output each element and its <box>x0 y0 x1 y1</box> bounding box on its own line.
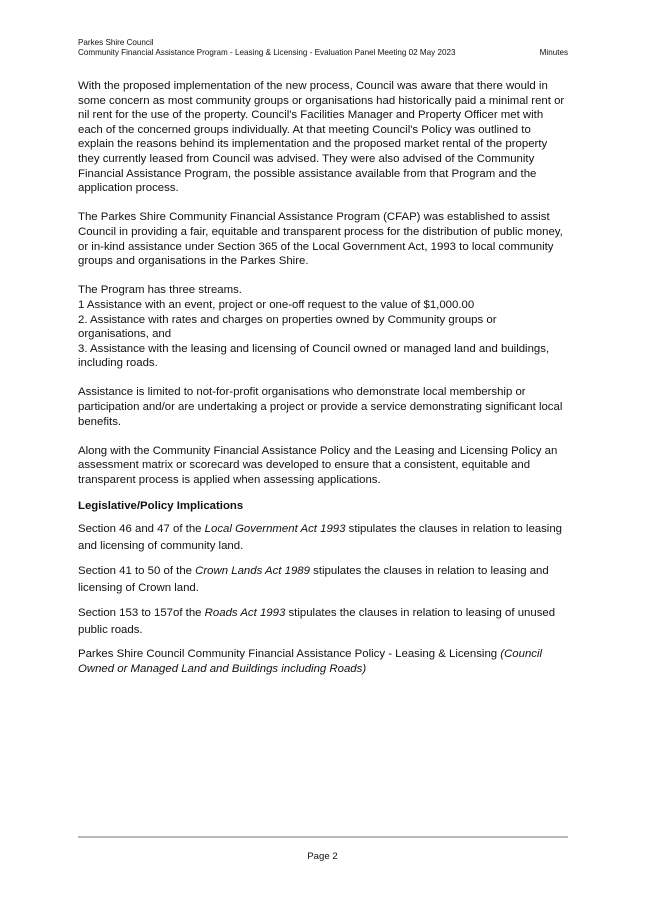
paragraph-cfap: The Parkes Shire Community Financial Assistance Program (CFAP) was established to assist Council in providing a fair, equitable and transparent process for the distribution of public money, or in-kind assistance under Section 365 of the Local Government Act, 1993 to local community groups and organisations in the Parkes Shire. <box>78 211 563 268</box>
page-header <box>78 38 568 58</box>
legislation-text: stipulates the clauses in relation to leasing and licensing of community land. <box>78 523 563 553</box>
page-number: Page 2 <box>307 851 338 862</box>
stream-item: 1 Assistance with an event, project or one-off request to the value of $1,000.00 <box>78 298 475 311</box>
footer-divider <box>78 836 568 838</box>
header-row <box>78 48 568 58</box>
stream-item: 2. Assistance with rates and charges on properties owned by Community groups or organisations, and <box>78 313 497 341</box>
header-meeting-title: Community Financial Assistance Program - Leasing & Licensing - Evaluation Panel Meeting 02 May 2023 <box>78 48 456 57</box>
legislation-item <box>78 563 570 597</box>
legislation-text: Section 41 to 50 of the <box>78 565 196 578</box>
section-heading: Legislative/Policy Implications <box>78 499 244 512</box>
streams-intro: The Program has three streams. <box>78 284 242 297</box>
policy-text: Parkes Shire Council Community Financial Assistance Policy - Leasing & Licensing <box>78 648 501 661</box>
legislation-text: Section 153 to 157of the <box>78 607 205 620</box>
policy-scope: (Council Owned or Managed Land and Buildings including Roads) <box>78 648 543 675</box>
paragraph-eligibility: Assistance is limited to not-for-profit organisations who demonstrate local membership or participation and/or are undertaking a project or provide a service demonstrating significant local benefits. <box>78 386 563 428</box>
legislation-text: stipulates the clauses in relation to leasing of unused public roads. <box>78 607 556 637</box>
legislation-item <box>78 605 570 639</box>
legislation-text: Section 46 and 47 of the <box>78 523 205 536</box>
act-name: Roads Act 1993 <box>204 607 286 620</box>
streams-block <box>78 283 570 371</box>
document-body <box>78 79 570 676</box>
policy-reference <box>78 647 570 676</box>
legislation-text: stipulates the clauses in relation to leasing and licensing of Crown land. <box>78 565 549 595</box>
legislation-item <box>78 521 570 555</box>
header-org: Parkes Shire Council <box>78 38 154 47</box>
paragraph-matrix: Along with the Community Financial Assistance Policy and the Leasing and Licensing Policy an assessment matrix or scorecard was developed to ensure that a consistent, equitable and transparent process is applied when assessing applications. <box>78 444 558 487</box>
paragraph-process: With the proposed implementation of the new process, Council was aware that there would in some concern as most community groups or organisations had historically paid a minimal rent or nil rent for the use of the property. Council's Facilities Manager and Property Officer met with each of the concerned groups individually. At that meeting Council's Policy was outlined to explain the reasons behind its implementation and the proposed market rental of the property they currently leased from Council was advised. They were also advised of the Community Financial Assistance Program, the possible assistance available from that Program and the application process. <box>78 80 565 195</box>
stream-item: 3. Assistance with the leasing and licensing of Council owned or managed land and buildings, including roads. <box>78 342 550 370</box>
act-name: Crown Lands Act 1989 <box>195 565 310 578</box>
header-doc-type: Minutes <box>539 48 568 57</box>
act-name: Local Government Act 1993 <box>204 523 346 536</box>
